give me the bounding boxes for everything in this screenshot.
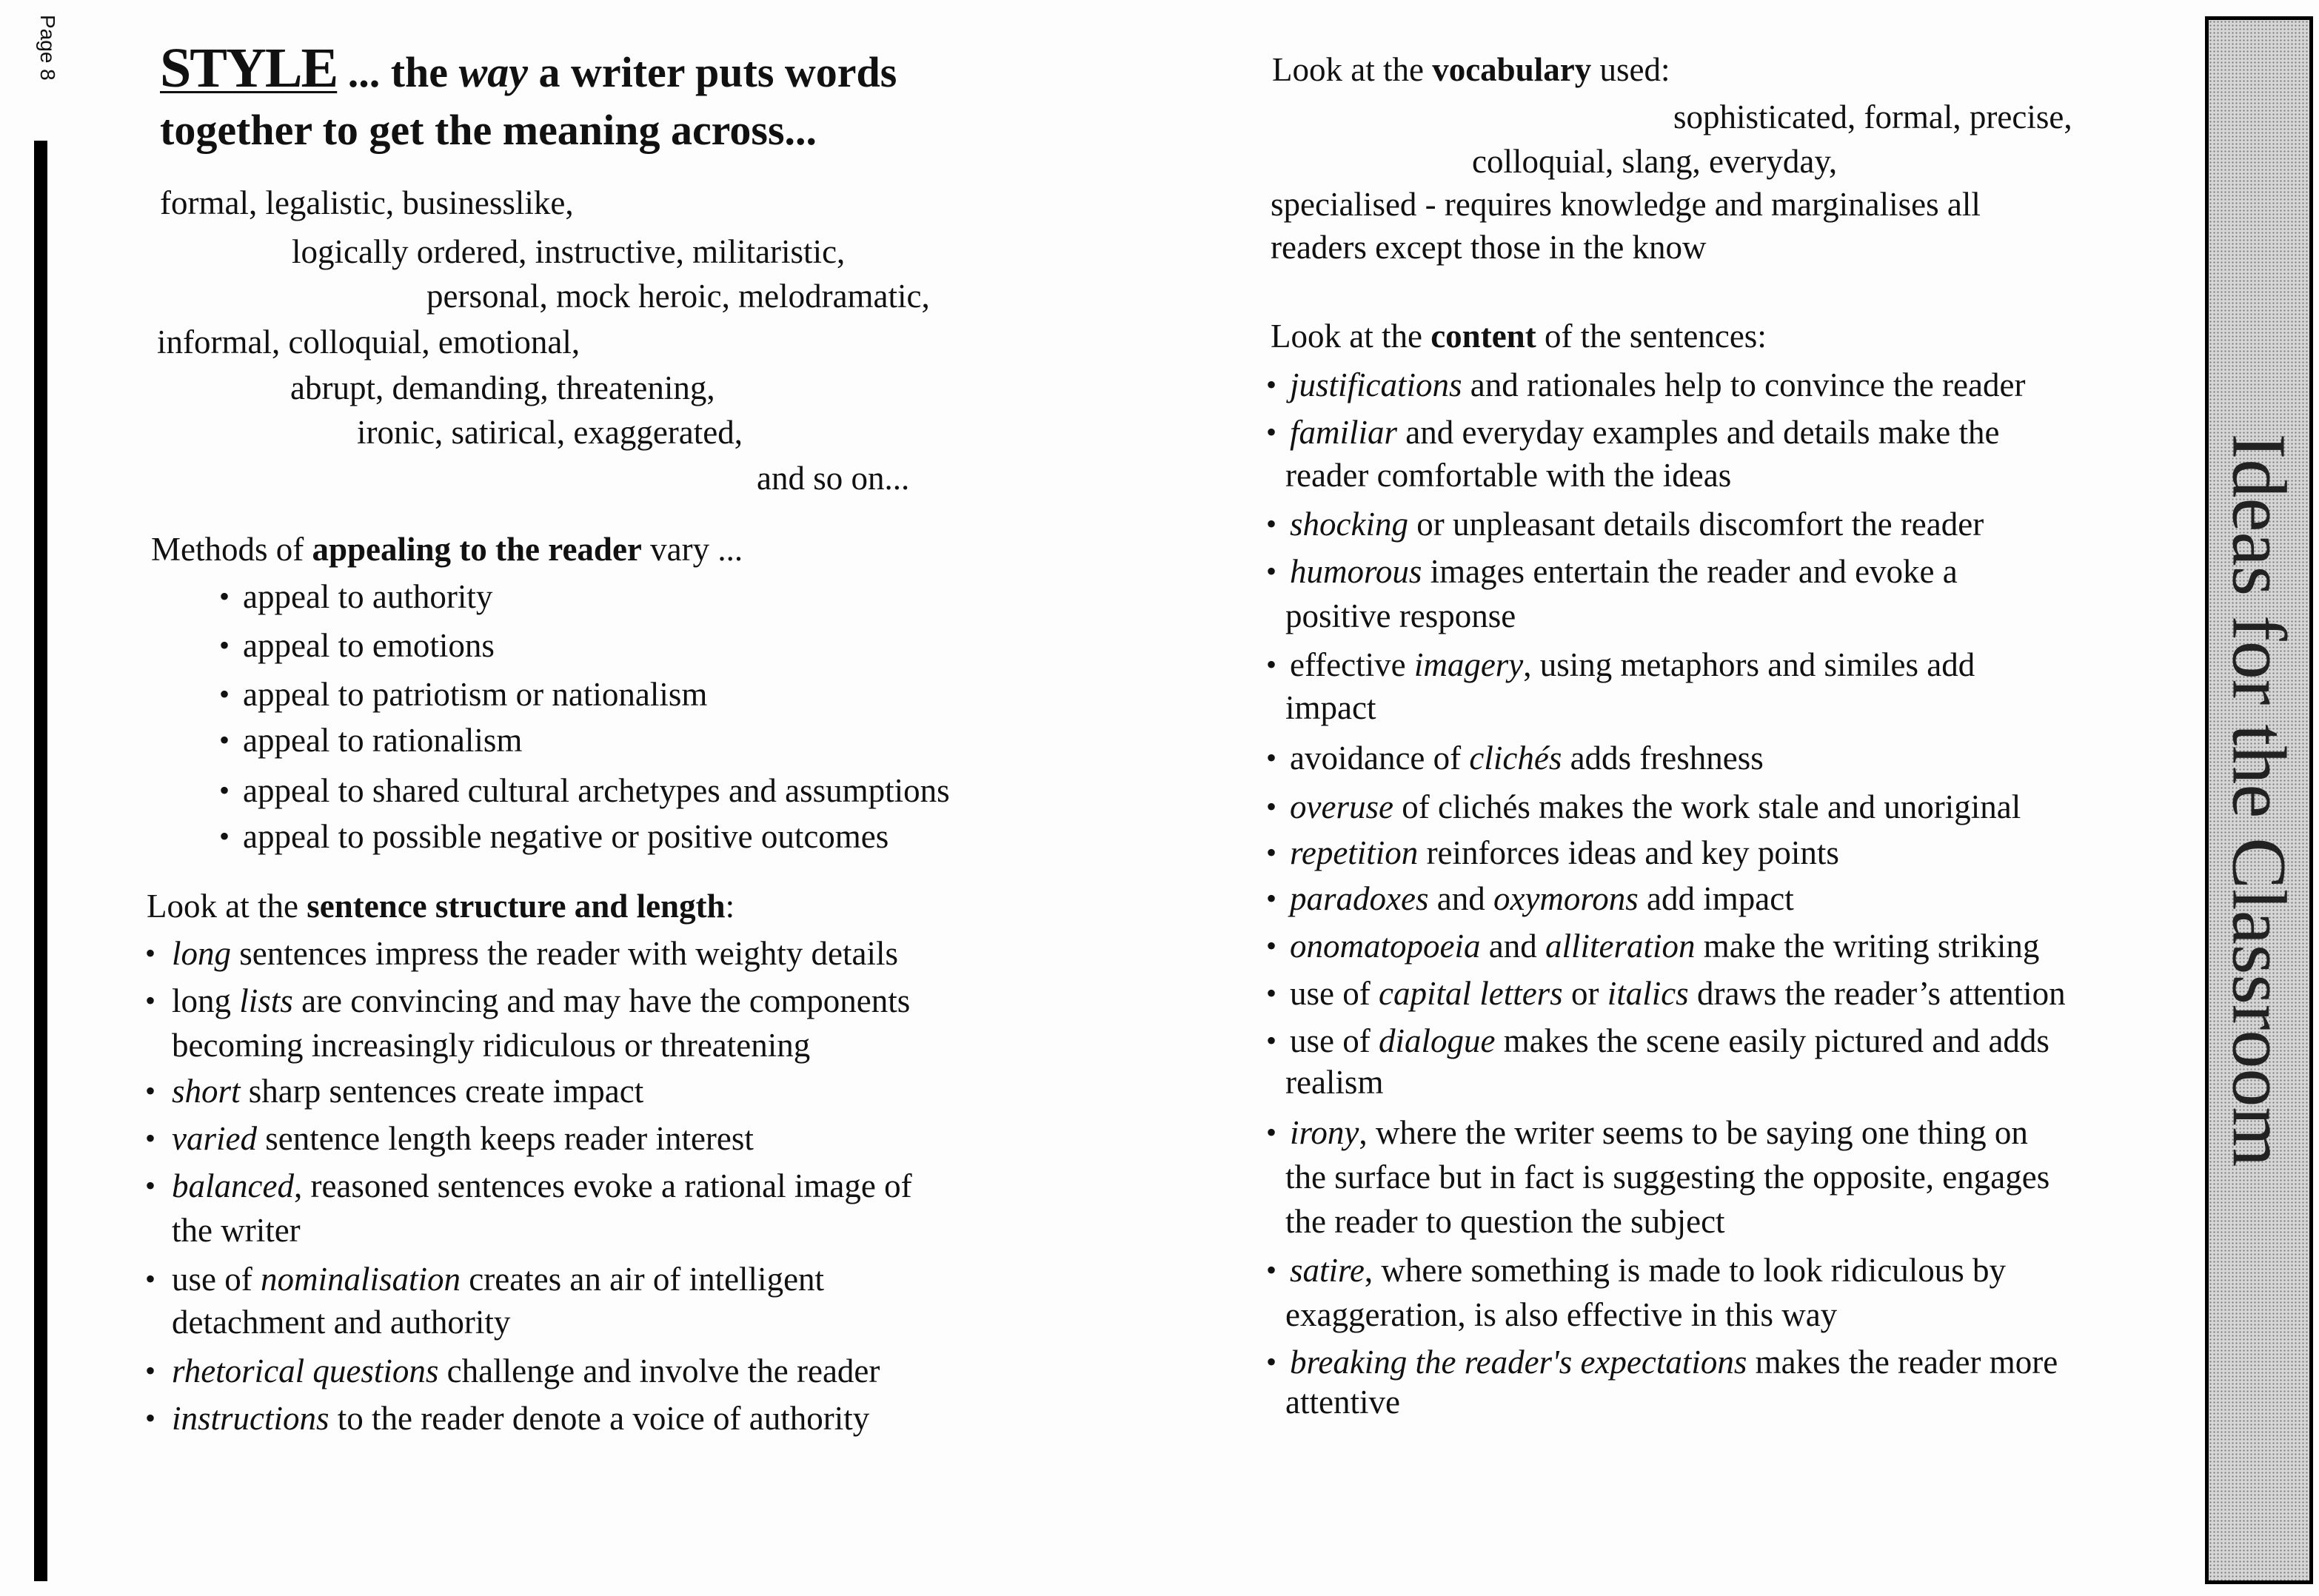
text-segment: sophisticated, formal, precise, — [1673, 98, 2072, 135]
text-segment: images entertain the reader and evoke a — [1422, 553, 1958, 590]
appeal-list-item — [243, 674, 707, 715]
bold-text: vocabulary — [1432, 51, 1592, 88]
text-segment: of the sentences: — [1536, 318, 1767, 355]
style-word-line — [290, 367, 715, 409]
text-segment: adds freshness — [1562, 740, 1764, 777]
content-list-item — [1290, 364, 2025, 406]
text-segment: impact — [1285, 689, 1376, 726]
italic-text: shocking — [1290, 506, 1408, 543]
text-segment: appeal to possible negative or positive outcomes — [243, 818, 889, 855]
text-segment: creates an air of intelligent — [461, 1261, 825, 1298]
section-heading-vocabulary — [1272, 49, 1670, 90]
text-segment: appeal to shared cultural archetypes and assumptions — [243, 772, 950, 809]
content-list-item — [1290, 786, 2021, 828]
italic-text: clichés — [1469, 740, 1562, 777]
italic-text: oxymorons — [1493, 880, 1639, 917]
text-segment: appeal to rationalism — [243, 722, 523, 759]
bullet-icon: • — [219, 774, 230, 807]
text-segment: and everyday examples and details make the — [1397, 414, 2000, 451]
text-segment: appeal to authority — [243, 578, 493, 615]
italic-text: rhetorical questions — [172, 1352, 439, 1389]
text-segment: detachment and authority — [172, 1304, 511, 1341]
text-segment: used: — [1591, 51, 1670, 88]
bullet-icon: • — [145, 1074, 156, 1107]
sentence-list-item — [172, 1258, 824, 1300]
italic-text: alliteration — [1545, 928, 1696, 965]
content-list-item — [1290, 737, 1764, 779]
list-item-continuation — [1285, 1294, 1837, 1335]
text-segment: Look at the — [1272, 51, 1433, 88]
sentence-list-item — [172, 1398, 869, 1439]
text-segment: makes the reader more — [1747, 1344, 2058, 1381]
text-segment: , reasoned sentences evoke a rational image of — [293, 1167, 912, 1204]
italic-text: onomatopoeia — [1290, 928, 1481, 965]
italic-text: dialogue — [1378, 1022, 1496, 1059]
bullet-icon: • — [145, 1354, 156, 1387]
style-word-line — [292, 231, 845, 272]
text-segment: vary ... — [641, 531, 743, 568]
bullet-icon: • — [1266, 741, 1277, 774]
bullet-icon: • — [1266, 1253, 1277, 1287]
list-item-continuation — [1285, 687, 1376, 728]
bullet-icon: • — [1266, 648, 1277, 681]
bullet-icon: • — [145, 1401, 156, 1435]
text-segment: a writer puts words — [528, 48, 897, 96]
text-segment: are convincing and may have the components — [292, 982, 911, 1019]
text-segment: draws the reader’s attention — [1688, 975, 2066, 1012]
bullet-icon: • — [145, 984, 156, 1017]
text-segment: colloquial, slang, everyday, — [1472, 143, 1838, 180]
bullet-icon: • — [1266, 836, 1277, 869]
vocabulary-line — [1673, 96, 2072, 138]
bullet-icon: • — [1266, 554, 1277, 588]
text-segment: and so on... — [757, 460, 910, 497]
bullet-icon: • — [1266, 1345, 1277, 1378]
bold-text: appealing to the reader — [312, 531, 642, 568]
text-segment: logically ordered, instructive, militaristic, — [292, 233, 846, 270]
text-segment: readers except those in the know — [1271, 229, 1707, 266]
italic-text: way — [458, 48, 528, 96]
text-segment: formal, legalistic, businesslike, — [160, 184, 574, 221]
list-item-continuation — [1285, 595, 1516, 637]
vocabulary-line — [1271, 227, 1707, 268]
bullet-icon: • — [219, 723, 230, 757]
text-segment: make the writing striking — [1695, 928, 2040, 965]
page-title-line-2 — [160, 104, 817, 156]
content-list-item — [1290, 1341, 2058, 1383]
text-segment: together to get the meaning across... — [160, 106, 817, 154]
italic-text: long — [172, 935, 232, 972]
text-segment: abrupt, demanding, threatening, — [290, 369, 715, 406]
text-segment: use of — [1290, 975, 1379, 1012]
italic-text: instructions — [172, 1400, 329, 1437]
content-list-item — [1290, 412, 1999, 453]
sentence-list-item — [172, 1070, 643, 1112]
bullet-icon: • — [1266, 790, 1277, 823]
text-segment: the reader to question the subject — [1285, 1203, 1725, 1240]
text-segment: and rationales help to convince the reader — [1462, 366, 2026, 403]
text-segment: specialised - requires knowledge and marginalises all — [1271, 186, 1981, 223]
text-segment: ironic, satirical, exaggerated, — [357, 414, 743, 451]
bullet-icon: • — [219, 677, 230, 711]
appeal-list-item — [243, 816, 889, 857]
text-segment: reader comfortable with the ideas — [1285, 457, 1732, 494]
section-heading-sentence-structure — [147, 885, 734, 927]
bullet-icon: • — [1266, 368, 1277, 401]
text-segment: , where the writer seems to be saying one thing on — [1359, 1114, 2028, 1151]
italic-text: overuse — [1290, 788, 1393, 825]
bullet-icon: • — [219, 819, 230, 853]
list-item-continuation — [172, 1301, 510, 1343]
style-word-line — [757, 457, 909, 499]
list-item-continuation — [1285, 1381, 1400, 1423]
text-segment: exaggeration, is also effective in this way — [1285, 1296, 1838, 1333]
sentence-list-item — [172, 1165, 912, 1207]
bullet-icon: • — [145, 1121, 156, 1155]
content-list-item — [1290, 925, 2039, 967]
text-segment: add impact — [1638, 880, 1794, 917]
list-item-continuation — [172, 1210, 301, 1251]
text-segment: becoming increasingly ridiculous or threatening — [172, 1027, 811, 1064]
page-title — [160, 37, 897, 99]
style-word-line — [426, 275, 930, 317]
text-segment: personal, mock heroic, melodramatic, — [426, 278, 930, 315]
content-list-item — [1290, 1112, 2028, 1153]
italic-text: balanced — [172, 1167, 294, 1204]
section-heading-content — [1271, 315, 1767, 357]
content-list-item — [1290, 1020, 2049, 1062]
text-segment: of clichés makes the work stale and unoriginal — [1393, 788, 2021, 825]
text-segment: appeal to emotions — [243, 627, 495, 664]
italic-text: paradoxes — [1290, 880, 1429, 917]
italic-text: irony — [1290, 1114, 1359, 1151]
italic-text: breaking the reader's expectations — [1290, 1344, 1747, 1381]
text-segment: , using metaphors and similes add — [1523, 646, 1975, 683]
list-item-continuation — [1285, 1156, 2049, 1198]
bullet-icon: • — [1266, 882, 1277, 915]
italic-text: lists — [239, 982, 293, 1019]
text-segment: long — [172, 982, 240, 1019]
side-tab-banner — [2205, 16, 2313, 1584]
bullet-icon: • — [145, 1262, 156, 1295]
appeal-list-item — [243, 770, 950, 811]
italic-text: nominalisation — [260, 1261, 461, 1298]
bullet-icon: • — [219, 580, 230, 613]
side-tab-title: Ideas for the Classroom — [2216, 433, 2302, 1167]
bullet-icon: • — [1266, 1116, 1277, 1149]
style-word-line — [160, 182, 574, 224]
text-segment: attentive — [1285, 1384, 1400, 1421]
bold-text: sentence structure and length — [307, 888, 726, 925]
appeal-list-item — [243, 625, 495, 666]
bullet-icon: • — [1266, 929, 1277, 962]
sentence-list-item — [172, 1118, 754, 1159]
page-number-label: Page 8 — [36, 15, 59, 81]
style-word-line — [357, 412, 743, 453]
bullet-icon: • — [1266, 507, 1277, 540]
bold-text: content — [1430, 318, 1536, 355]
content-list-item — [1290, 644, 1975, 685]
content-list-item — [1290, 973, 2066, 1014]
content-list-item — [1290, 832, 1839, 874]
bullet-icon: • — [219, 628, 230, 662]
text-segment: the surface but in fact is suggesting the opposite, engages — [1285, 1159, 2050, 1196]
italic-text: repetition — [1290, 834, 1419, 871]
bullet-icon: • — [145, 936, 156, 970]
bullet-icon: • — [1266, 1024, 1277, 1057]
italic-text: italics — [1607, 975, 1689, 1012]
left-margin-rule — [34, 141, 47, 1581]
text-segment: appeal to patriotism or nationalism — [243, 676, 708, 713]
list-item-continuation — [1285, 1062, 1383, 1103]
text-segment: Look at the — [147, 888, 307, 925]
text-segment: Look at the — [1271, 318, 1431, 355]
text-segment: or — [1562, 975, 1607, 1012]
text-segment: to the reader denote a voice of authority — [329, 1400, 870, 1437]
appeal-list-item — [243, 720, 522, 761]
text-segment: and — [1480, 928, 1545, 965]
sentence-list-item — [172, 933, 898, 974]
style-logo-text: STYLE — [160, 37, 338, 99]
vocabulary-line — [1271, 184, 1981, 225]
list-item-continuation — [1285, 455, 1731, 496]
italic-text: varied — [172, 1120, 257, 1157]
italic-text: satire — [1290, 1252, 1365, 1289]
italic-text: humorous — [1290, 553, 1422, 590]
style-word-line — [157, 321, 580, 363]
bullet-icon: • — [145, 1169, 156, 1202]
italic-text: justifications — [1290, 366, 1462, 403]
text-segment: sentences impress the reader with weighty details — [231, 935, 898, 972]
text-segment: makes the scene easily pictured and adds — [1495, 1022, 2049, 1059]
bullet-icon: • — [1266, 976, 1277, 1010]
text-segment: sharp sentences create impact — [240, 1073, 644, 1110]
text-segment: and — [1428, 880, 1493, 917]
text-segment: positive response — [1285, 597, 1516, 634]
italic-text: imagery — [1413, 646, 1524, 683]
sentence-list-item — [172, 980, 910, 1022]
text-segment: informal, colloquial, emotional, — [157, 323, 580, 361]
section-heading-appeal — [151, 529, 743, 570]
bullet-icon: • — [1266, 415, 1277, 449]
italic-text: capital letters — [1378, 975, 1563, 1012]
text-segment: or unpleasant details discomfort the reader — [1408, 506, 1984, 543]
text-segment: , where something is made to look ridiculous by — [1364, 1252, 2006, 1289]
italic-text: short — [172, 1073, 241, 1110]
text-segment: avoidance of — [1290, 740, 1470, 777]
text-segment: effective — [1290, 646, 1414, 683]
content-list-item — [1290, 503, 1984, 545]
appeal-list-item — [243, 576, 492, 617]
sentence-list-item — [172, 1350, 880, 1392]
vocabulary-line — [1472, 141, 1837, 182]
list-item-continuation — [1285, 1201, 1725, 1242]
text-segment: reinforces ideas and key points — [1418, 834, 1839, 871]
text-segment: Methods of — [151, 531, 312, 568]
content-list-item — [1290, 551, 1958, 592]
text-segment: the writer — [172, 1212, 301, 1249]
content-list-item — [1290, 1250, 2006, 1291]
text-segment: sentence length keeps reader interest — [256, 1120, 754, 1157]
content-list-item — [1290, 878, 1794, 919]
text-segment: : — [725, 888, 735, 925]
text-segment: ... the — [337, 48, 459, 96]
text-segment: realism — [1285, 1064, 1384, 1101]
list-item-continuation — [172, 1025, 810, 1066]
text-segment: use of — [172, 1261, 261, 1298]
italic-text: familiar — [1290, 414, 1398, 451]
text-segment: use of — [1290, 1022, 1379, 1059]
text-segment: challenge and involve the reader — [438, 1352, 880, 1389]
